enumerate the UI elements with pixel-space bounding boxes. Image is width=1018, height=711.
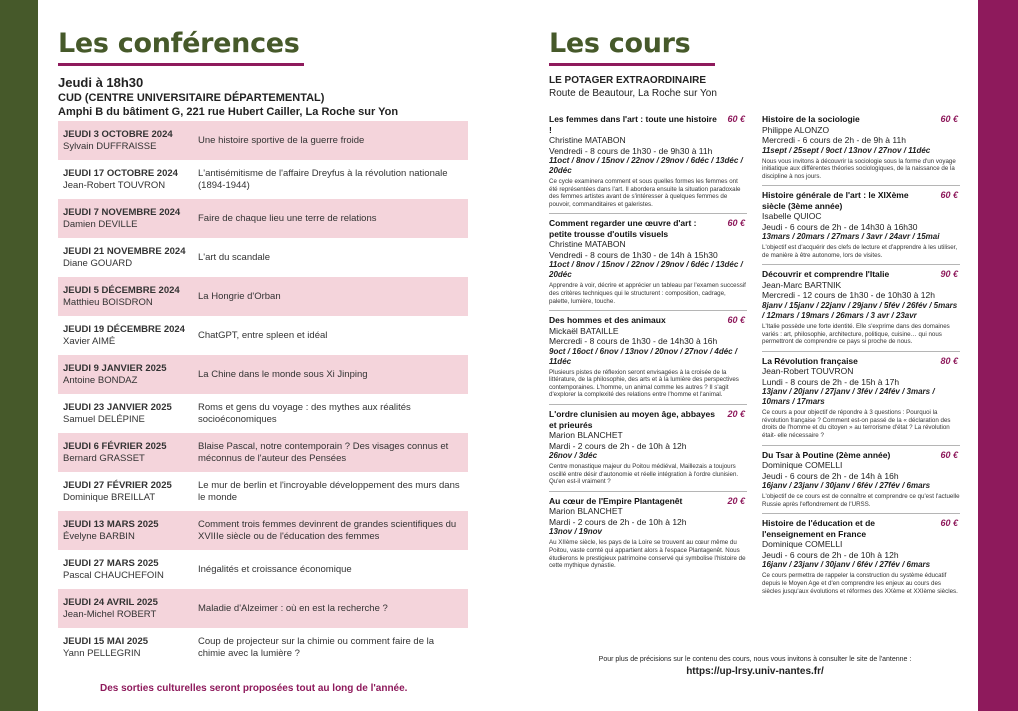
course-description: Plusieurs pistes de réflexion seront envisagées à la croisée de la littérature, de la philosophie, des arts et à la lumière des perspectives contemporaines. L'homme, un animal comme les autres ? Il s'agit d'explorer la complexité des relations entre l'homme et l'animal. [549, 368, 739, 399]
conference-list [58, 121, 468, 667]
course-price: 90 € [940, 269, 958, 280]
course-dates: 11oct / 8nov / 15nov / 22nov / 29nov / 6déc / 13déc / 20déc [549, 156, 743, 175]
cours-place [549, 74, 961, 100]
course-block [762, 110, 960, 186]
conference-title: Blaise Pascal, notre contemporain ? Des visages connus et méconnus de l'auteur des Pensées [198, 440, 449, 464]
course-title: Histoire générale de l'art : le XIXème siècle (3ème année) [762, 190, 909, 211]
left-color-band [0, 0, 38, 711]
cours-column-1 [549, 110, 747, 575]
course-schedule: Mercredi - 6 cours de 2h - de 9h à 11h [762, 135, 906, 145]
conference-row [58, 472, 468, 511]
course-teacher: Dominique COMELLI [762, 539, 843, 550]
course-title: Histoire de l'éducation et de l'enseignement en France [762, 518, 876, 539]
place-name: LE POTAGER EXTRAORDINAIRE [549, 75, 707, 86]
course-title: Découvrir et comprendre l'Italie [762, 269, 890, 280]
course-description: Ce cours a pour objectif de répondre à 3 questions : Pourquoi la révolution française ? Comment est-on passé de la « déclaration des droits de l'homme et du citoyen » au terrorisme d'état ? La révolution était- elle nécessaire ? [762, 409, 951, 440]
course-block [549, 214, 747, 311]
conference-meta [58, 402, 198, 426]
conference-speaker: Dominique BREILLAT [63, 491, 156, 503]
conference-speaker: Antoine BONDAZ [63, 374, 138, 386]
venue-address: Amphi B du bâtiment G, 221 rue Hubert Cailler, La Roche sur Yon [58, 106, 399, 118]
course-title: L'ordre clunisien au moyen âge, abbayes et prieurés [549, 409, 715, 430]
conference-row [58, 160, 468, 199]
course-block [549, 492, 747, 575]
venue-name: CUD (CENTRE UNIVERSITAIRE DÉPARTEMENTAL) [58, 92, 325, 104]
course-teacher: Christine MATABON [549, 239, 626, 250]
cours-section [549, 28, 961, 100]
conference-date: JEUDI 15 MAI 2025 [63, 635, 149, 647]
conference-row [58, 511, 468, 550]
conference-speaker: Xavier AIMÉ [63, 335, 116, 347]
conference-row [58, 550, 468, 589]
conference-date: JEUDI 19 DÉCEMBRE 2024 [63, 323, 185, 335]
conference-title: Le mur de berlin et l'incroyable développement des murs dans le monde [198, 479, 460, 503]
course-description: Au XIIème siècle, les pays de la Loire se trouvent au cœur même du Poitou, vaste comté qui appartient alors à l'espace Plantagenêt. Nous étudierons le prestigieux patrimoine conservé qui symbolise l'histoire de cette mythique dynastie. [549, 539, 746, 570]
course-title: La Révolution française [762, 355, 858, 366]
conference-date: JEUDI 27 FÉVRIER 2025 [63, 479, 172, 491]
course-dates: 26nov / 3déc [549, 451, 598, 461]
conference-meta [58, 285, 198, 309]
cours-column-2 [762, 110, 960, 600]
conferences-section [58, 28, 470, 659]
conferences-venue [58, 74, 470, 119]
course-dates: 16janv / 23janv / 30janv / 6fév / 27fév / 6mars [762, 560, 931, 570]
conference-meta [58, 519, 198, 543]
conference-date: JEUDI 17 OCTOBRE 2024 [63, 167, 178, 179]
conference-meta [58, 363, 198, 387]
conference-speaker: Évelyne BARBIN [63, 530, 135, 542]
conference-speaker: Pascal CHAUCHEFOIN [63, 569, 164, 581]
conference-speaker: Matthieu BOISDRON [63, 296, 153, 308]
course-dates: 13nov / 19nov [549, 527, 602, 537]
course-dates: 13janv / 20janv / 27janv / 3fév / 24fév / 3mars / 10mars / 17mars [762, 387, 935, 407]
conference-title: L'art du scandale [198, 251, 271, 263]
conference-title: Coup de projecteur sur la chimie ou comment faire de la chimie avec la lumière ? [198, 635, 435, 659]
conference-date: JEUDI 21 NOVEMBRE 2024 [63, 245, 186, 257]
conference-title: Maladie d'Alzeimer : où en est la recherche ? [198, 602, 388, 614]
conference-date: JEUDI 13 MARS 2025 [63, 518, 159, 530]
conference-title: Roms et gens du voyage : des mythes aux réalités socioéconomiques [198, 401, 411, 425]
conference-date: JEUDI 23 JANVIER 2025 [63, 401, 172, 413]
conference-date: JEUDI 3 OCTOBRE 2024 [63, 128, 173, 140]
conference-meta [58, 597, 198, 621]
course-price: 60 € [940, 114, 958, 124]
course-price: 60 € [727, 315, 745, 326]
course-price: 60 € [940, 190, 958, 201]
course-dates: 13mars / 20mars / 27mars / 3avr / 24avr / 15mai [762, 232, 940, 242]
course-description: L'objectif de ce cours est de connaître et comprendre ce qu'est l'actuelle Russie après l'effondrement de l'URSS. [762, 493, 960, 508]
course-teacher: Jean-Marc BARTNIK [762, 279, 842, 290]
course-schedule: Vendredi - 8 cours de 1h30 - de 14h à 15h30 [549, 249, 718, 260]
course-block [762, 446, 960, 515]
cours-heading: Les cours [549, 28, 691, 59]
conference-row [58, 238, 468, 277]
course-dates: 11oct / 8nov / 15nov / 22nov / 29nov / 6déc / 13déc / 20déc [549, 260, 743, 280]
conference-row [58, 394, 468, 433]
course-dates: 16janv / 23janv / 30janv / 6fév / 27fév / 6mars [762, 481, 931, 491]
conference-speaker: Damien DEVILLE [63, 218, 138, 230]
course-schedule: Vendredi - 8 cours de 1h30 - de 9h30 à 11h [549, 145, 713, 156]
course-teacher: Marion BLANCHET [549, 506, 623, 517]
cours-heading-rule [549, 63, 715, 66]
course-price: 20 € [727, 495, 745, 506]
course-schedule: Mardi - 2 cours de 2h - de 10h à 12h [549, 440, 687, 451]
conference-row [58, 199, 468, 238]
conference-meta [58, 324, 198, 348]
course-title: Au cœur de l'Empire Plantagenêt [549, 495, 683, 506]
course-block [549, 110, 747, 214]
conference-speaker: Sylvain DUFFRAISSE [63, 140, 157, 152]
conference-date: JEUDI 5 DÉCEMBRE 2024 [63, 284, 180, 296]
course-block [762, 352, 960, 446]
course-price: 60 € [727, 114, 745, 124]
conference-row [58, 277, 468, 316]
course-block [762, 514, 960, 600]
course-title: Comment regarder une œuvre d'art : petite trousse d'outils visuels [549, 218, 697, 239]
conferences-heading: Les conférences [58, 28, 300, 59]
course-price: 60 € [940, 449, 958, 460]
course-price: 60 € [940, 518, 958, 529]
course-teacher: Marion BLANCHET [549, 430, 623, 441]
course-teacher: Philippe ALONZO [762, 124, 830, 135]
course-block [762, 265, 960, 351]
conference-meta [58, 636, 198, 660]
course-schedule: Jeudi - 6 cours de 2h - de 10h à 12h [762, 549, 899, 560]
course-teacher: Mickaël BATAILLE [549, 325, 619, 336]
course-title: Des hommes et des animaux [549, 315, 666, 326]
course-block [549, 311, 747, 405]
course-schedule: Mercredi - 12 cours de 1h30 - de 10h30 à 12h [762, 290, 935, 301]
conference-meta [58, 129, 198, 153]
conference-meta [58, 441, 198, 465]
course-teacher: Dominique COMELLI [762, 460, 843, 471]
conference-row [58, 433, 468, 472]
conference-speaker: Diane GOUARD [63, 257, 133, 269]
course-price: 80 € [940, 355, 958, 366]
course-title: Les femmes dans l'art : toute une histoire ! [549, 114, 717, 135]
course-teacher: Christine MATABON [549, 135, 626, 145]
course-teacher: Jean-Robert TOUVRON [762, 366, 854, 377]
website-link[interactable]: https://up-lrsy.univ-nantes.fr/ [686, 666, 824, 677]
conference-date: JEUDI 27 MARS 2025 [63, 557, 159, 569]
conferences-heading-rule [58, 63, 304, 66]
course-price: 60 € [727, 218, 745, 229]
conference-date: JEUDI 24 AVRIL 2025 [63, 596, 158, 608]
conference-row [58, 316, 468, 355]
course-price: 20 € [727, 409, 745, 420]
conference-meta [58, 246, 198, 270]
course-description: Centre monastique majeur du Poitou médiéval, Maillezais a toujours oscillé entre désir d'autonomie et réelle intégration à l'ordre clunisien. Qu'en est-il vraiment ? [549, 463, 739, 486]
course-description: Ce cycle examinera comment et sous quelles formes les femmes ont été représentées dans l'art. Il abordera ensuite la situation paradoxale des femmes artistes avant de s'intéresser à quelques femmes de pouvoir, commanditaires et galeristes. [549, 178, 741, 208]
conference-title: Inégalités et croissance économique [198, 563, 352, 575]
course-teacher: Isabelle QUIOC [762, 211, 822, 222]
conference-meta [58, 207, 198, 231]
conference-title: Comment trois femmes devinrent de grandes scientifiques du XVIIIe siècle ou de l'éducation des femmes [198, 518, 457, 542]
conference-speaker: Yann PELLEGRIN [63, 647, 141, 659]
conference-meta [58, 168, 198, 192]
course-schedule: Jeudi - 6 cours de 2h - de 14h30 à 16h30 [762, 221, 918, 232]
conference-title: L'antisémitisme de l'affaire Dreyfus à la révolution nationale (1894-1944) [198, 167, 448, 191]
course-schedule: Mercredi - 8 cours de 1h30 - de 14h30 à 16h [549, 336, 718, 347]
conference-speaker: Jean-Robert TOUVRON [63, 179, 166, 191]
place-address: Route de Beautour, La Roche sur Yon [549, 88, 717, 99]
course-dates: 11sept / 25sept / 9oct / 13nov / 27nov / 11déc [762, 145, 931, 155]
conference-speaker: Jean-Michel ROBERT [63, 608, 157, 620]
course-schedule: Mardi - 2 cours de 2h - de 10h à 12h [549, 516, 687, 527]
conference-title: La Chine dans le monde sous Xi Jinping [198, 368, 368, 380]
course-dates: 9oct / 16oct / 6nov / 13nov / 20nov / 27nov / 4déc / 11déc [549, 346, 738, 366]
course-block [762, 186, 960, 265]
conference-title: ChatGPT, entre spleen et idéal [198, 329, 328, 341]
course-title: Du Tsar à Poutine (2ème année) [762, 449, 891, 460]
course-description: L'objectif est d'acquérir des clefs de lecture et d'apprendre à les utiliser, de manière à être autonome, lors de visites. [762, 244, 958, 259]
conference-row [58, 355, 468, 394]
course-description: L'Italie possède une forte identité. Elle s'exprime dans des domaines variés : art, philosophie, architecture, politique, cuisine… qui nous permettront de comprendre ce pays si proche de nous. [762, 322, 950, 346]
conference-meta [58, 480, 198, 504]
conference-title: Une histoire sportive de la guerre froide [198, 134, 365, 146]
conference-date: JEUDI 7 NOVEMBRE 2024 [63, 206, 181, 218]
course-block [549, 405, 747, 492]
conferences-footnote: Des sorties culturelles seront proposées tout au long de l'année. [100, 683, 408, 694]
course-dates: 8janv / 15janv / 22janv / 29janv / 5fév / 26fév / 5mars / 12mars / 19mars / 26mars / 3 avr / 23avr [762, 300, 958, 320]
conference-speaker: Bernard GRASSET [63, 452, 145, 464]
conference-meta [58, 558, 198, 582]
course-schedule: Lundi - 8 cours de 2h - de 15h à 17h [762, 376, 900, 387]
conference-speaker: Samuel DELÉPINE [63, 413, 145, 425]
conference-row [58, 589, 468, 628]
conference-row [58, 121, 468, 160]
course-description: Nous vous invitons à découvrir la sociologie sous la forme d'un voyage initiatique aux différentes théories sociologiques, de la naissance de la discipline à nos jours. [762, 157, 956, 180]
conference-date: JEUDI 9 JANVIER 2025 [63, 362, 167, 374]
conference-title: La Hongrie d'Orban [198, 290, 281, 302]
right-color-band [978, 0, 1018, 711]
conferences-schedule: Jeudi à 18h30 [58, 75, 144, 90]
course-description: Apprendre à voir, décrire et apprécier un tableau par l'examen successif des critères techniques qui le structurent : composition, cadrage, palette, lumière, touche. [549, 282, 746, 305]
conference-date: JEUDI 6 FÉVRIER 2025 [63, 440, 167, 452]
more-info-text: Pour plus de précisions sur le contenu des cours, nous vous invitons à consulter le site de l'antenne : [598, 656, 912, 663]
course-schedule: Jeudi - 6 cours de 2h - de 14h à 16h [762, 470, 899, 481]
course-description: Ce cours permettra de rappeler la construction du système éducatif depuis le Moyen Age et d'en comprendre les enjeux au cours des siècles jusqu'aux évolutions et réformes des XXème et XXIème siècles. [762, 572, 958, 595]
conference-title: Faire de chaque lieu une terre de relations [198, 212, 377, 224]
conference-row [58, 628, 468, 667]
course-title: Histoire de la sociologie [762, 114, 860, 124]
